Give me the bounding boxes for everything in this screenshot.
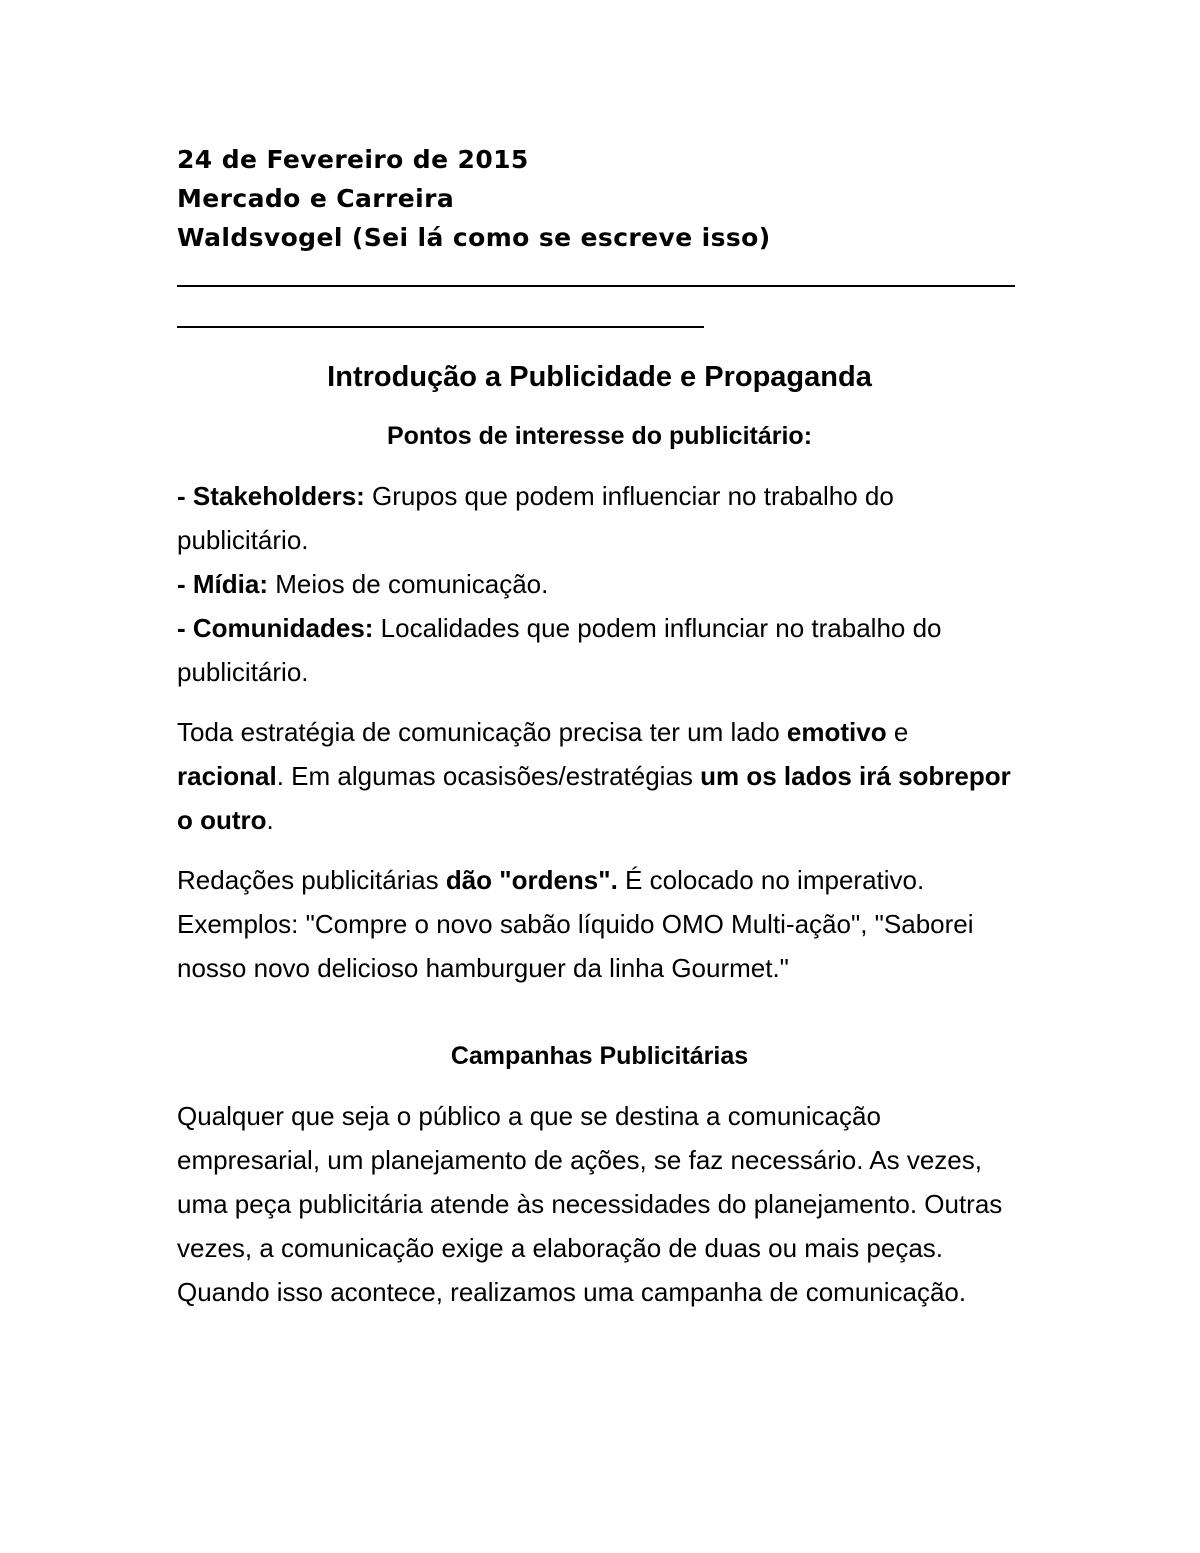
- page-title: Introdução a Publicidade e Propaganda: [327, 361, 872, 393]
- header-teacher: Waldsvogel (Sei lá como se escreve isso): [177, 223, 771, 252]
- text-run: Toda estratégia de comunicação precisa ter um lado: [177, 717, 787, 747]
- document-header: [177, 140, 1037, 257]
- list-item-desc: Grupos que podem influenciar no trabalho do publicitário.: [177, 481, 894, 555]
- text-run: .: [266, 805, 274, 835]
- interest-points-heading: Pontos de interesse do publicitário:: [386, 422, 813, 450]
- copywriting-paragraph: [177, 858, 1022, 990]
- list-item-desc: Localidades que podem influnciar no trabalho do publicitário.: [177, 613, 942, 687]
- list-item-desc: Meios de comunicação.: [268, 569, 549, 599]
- list-item-term: - Mídia:: [177, 569, 268, 599]
- list-item-term: - Comunidades:: [177, 613, 374, 643]
- campaigns-heading: Campanhas Publicitárias: [450, 1042, 749, 1070]
- header-subject: Mercado e Carreira: [177, 184, 455, 213]
- campaigns-paragraph: Qualquer que seja o público a que se destina a comunicação empresarial, um planejamento de ações, se faz necessário. As vezes, uma peça publicitária atende às necessidades do planejamento. Outras vezes, a comunicação exige a elaboração de duas ou mais peças. Quando isso acontece, realizamos uma campanha de comunicação.: [177, 1101, 1003, 1307]
- text-run: . Em algumas ocasisões/estratégias: [276, 761, 701, 791]
- bold-run: racional: [177, 761, 277, 791]
- text-run: É colocado no imperativo. Exemplos: "Compre o novo sabão líquido OMO Multi-ação", "Saborei nosso novo delicioso hamburguer da linha Gourmet.": [177, 865, 974, 983]
- document-body: [177, 355, 1022, 1330]
- separator-line-short: [177, 326, 704, 328]
- text-run: Redações publicitárias: [177, 865, 446, 895]
- bold-run: um os lados irá sobrepor o outro: [177, 761, 1011, 835]
- interest-points-list: [177, 474, 1022, 694]
- text-run: e: [886, 717, 909, 747]
- bold-run: dão "ordens".: [445, 865, 618, 895]
- strategy-paragraph: [177, 710, 1022, 842]
- bold-run: emotivo: [786, 717, 887, 747]
- list-item-term: - Stakeholders:: [177, 481, 365, 511]
- header-date: 24 de Fevereiro de 2015: [177, 145, 529, 174]
- separator-line: [177, 285, 1015, 287]
